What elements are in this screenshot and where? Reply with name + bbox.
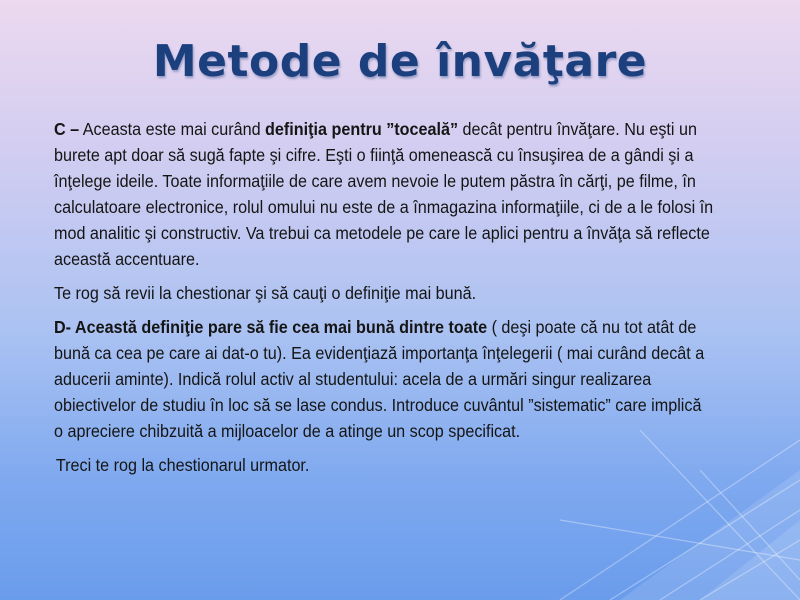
paragraph-c-bold: definiţia pentru ”toceală” <box>265 119 459 139</box>
paragraph-d <box>54 314 714 444</box>
paragraph-c <box>54 116 714 272</box>
paragraph-retry: Te rog să revii la chestionar şi să cauţi o definiţie mai bună. <box>54 283 477 303</box>
slide-body <box>54 116 714 486</box>
paragraph-d-text: ( deşi poate că nu tot atât de bună ca cea pe care ai dat-o tu). Ea evidenţiază importanţa înţelegerii ( mai curând decât a aducerii aminte). Indică rolul activ al studentului: acela de a urmări singur realizarea obiectivelor de studiu în loc să se lase condus. Introduce cuvântul ”sistematic” care implică o apreciere chibzuită a mijloacelor de a atinge un scop specificat. <box>54 317 705 441</box>
paragraph-d-bold: D- Această definiţie pare să fie cea mai bună dintre toate <box>54 317 488 337</box>
paragraph-next: Treci te rog la chestionarul urmator. <box>55 455 310 475</box>
paragraph-c-text1: Aceasta este mai curând <box>79 119 266 139</box>
option-c-label: C – <box>54 119 80 139</box>
slide-title: Metode de învăţare <box>152 36 648 87</box>
paragraph-c-text2: decât pentru învăţare. Nu eşti un burete apt doar să sugă fapte şi cifre. Eşti o fiinţă omenească cu însuşirea de a gândi şi a înţelege ideile. Toate informaţiile de care avem nevoie le putem păstra în cărţi, pe filme, în calculatoare electronice, rolul omului nu este de a înmagazina informaţiile, ci de a le folosi în mod analitic şi constructiv. Va trebui ca metodele pe care le aplici pentru a învăţa să reflecte această accentuare. <box>54 119 714 269</box>
